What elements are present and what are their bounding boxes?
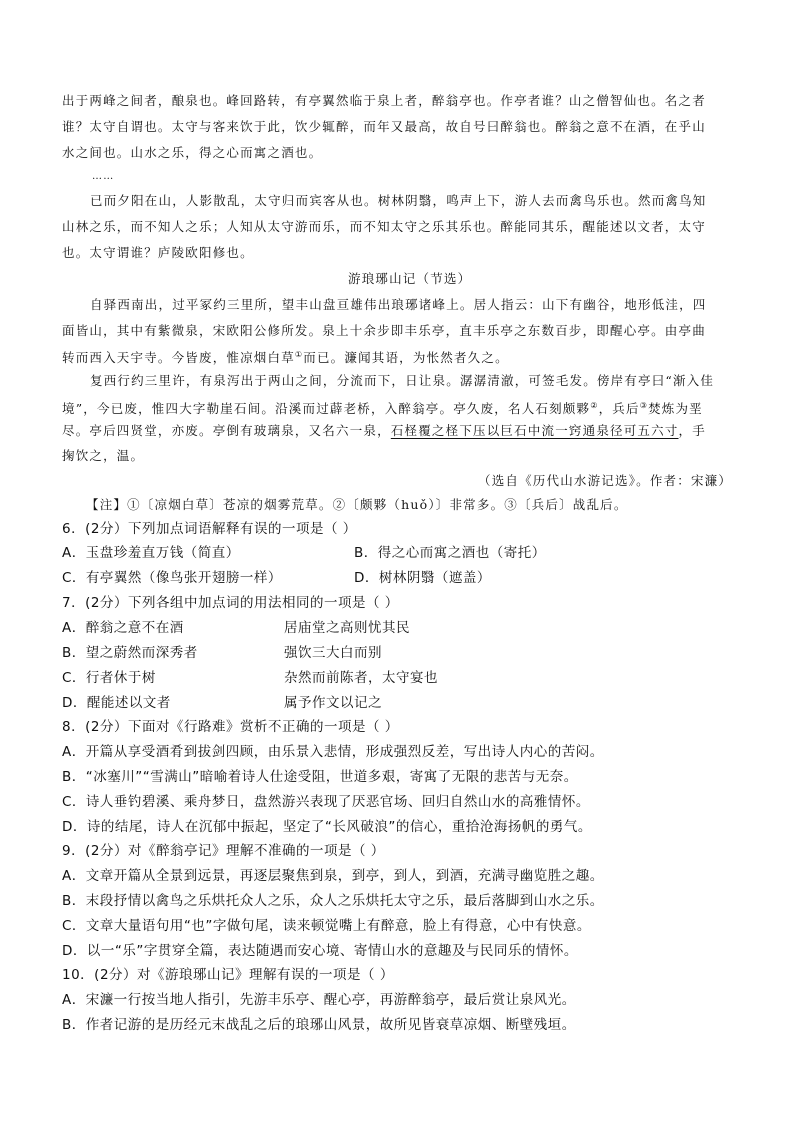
passage-title: 游琅琊山记（节选） [348,271,472,286]
passage-line: 谁？太守自谓也。太守与客来饮于此，饮少辄醉，而年又最高，故自号曰醉翁也。醉翁之意不在酒，在乎山 [62,119,706,134]
text-segment: 而已。濂闻其语，为怅然者久之。 [303,350,509,366]
text-segment: 尽。亭后四贤堂，亦废。亭倒有玻璃泉，又名六一泉， [62,423,391,438]
source-citation: （选自《历代山水游记选》。作者：宋濂） [478,473,733,488]
option-b: B．得之心而寓之酒也（寄托） [354,545,546,561]
ellipsis: …… [92,171,115,182]
option-b: B．“冰塞川”“雪满山”暗喻着诗人仕途受阻，世道多艰，寄寓了无限的悲苦与无奈。 [62,769,578,785]
question-stem: 6．(2分）下列加点词语解释有误的一项是（ ） [62,521,357,537]
passage-line: 掬饮之，温。 [62,448,145,463]
option-a-pair: 居庙堂之高则忧其民 [284,620,410,636]
footnote-marker: ① [294,350,304,359]
question-stem: 7．(2分）下列各组中加点词的用法相同的一项是（ ） [62,595,399,611]
footnote-marker: ② [590,401,599,410]
passage-line: 山林之乐，而不知人之乐；人知从太守游而乐，而不知太守之乐其乐也。醉能同其乐，醒能述以文者，太守 [62,219,706,234]
annotation-notes: 【注】①〔凉烟白草〕苍凉的烟雾荒草。②〔颇夥（huǒ）〕非常多。③〔兵后〕战乱后。 [86,497,628,512]
option-d: D．诗的结尾，诗人在沉郁中振起，坚定了“长风破浪”的信心，重拾沧海扬帆的勇气。 [62,819,592,835]
passage-line: 出于两峰之间者，酿泉也。峰回路转，有亭翼然临于泉上者，醉翁亭也。作亭者谁？山之僧智仙也。名之者 [62,93,706,108]
option-a: A．开篇从享受酒肴到拔剑四顾，由乐景入悲情，形成强烈反差，写出诗人内心的苦闷。 [62,744,604,760]
option-c-pair: 杂然而前陈者，太守宴也 [284,670,438,686]
text-segment: 焚炼为垩 [648,401,703,417]
option-a: A．玉盘珍羞直万钱（简直） [62,545,240,561]
option-c: C．文章大量语句用“也”字做句尾，读来顿觉嘴上有醉意，脸上有得意，心中有快意。 [62,918,591,934]
text-segment: 境”，今已废，惟四大字勒崖石间。沿溪而过薜老桥，入醉翁亭。亭久废，名人石刻颇夥 [62,401,591,417]
text-segment: ，手 [678,423,706,438]
footnote-marker: ③ [639,401,649,410]
option-d-pair: 属予作文以记之 [284,695,382,711]
option-d: D．树林阴翳（遮盖） [354,570,491,586]
option-c: C．行者休于树 [62,670,156,686]
option-a: A．文章开篇从全景到远景，再逐层聚焦到泉，到亭，到人，到酒，充满寻幽览胜之趣。 [62,868,604,884]
option-b: B．望之蔚然而深秀者 [62,645,198,661]
option-d: D．醒能述以文者 [62,695,171,711]
option-b: B．末段抒情以禽鸟之乐烘托众人之乐，众人之乐烘托太守之乐，最后落脚到山水之乐。 [62,893,604,909]
passage-line: 自驿西南出，过平冢约三里所，望丰山盘亘雄伟出琅琊诸峰上。居人指云：山下有幽谷，地形低洼，四 [90,297,707,312]
option-a: A．宋濂一行按当地人指引，先游丰乐亭、醒心亭，再游醉翁亭，最后赏让泉风光。 [62,992,576,1008]
passage-line [62,422,706,440]
text-segment: 转而西入天宇寺。今皆废，惟凉烟白草 [62,350,295,366]
option-a: A．醉翁之意不在酒 [62,620,184,636]
question-stem: 10．(2分）对《游琅琊山记》理解有误的一项是（ ） [62,967,394,983]
passage-line: 复西行约三里许，有泉泻出于两山之间，分流而下，日让泉。潺潺清澈，可签毛发。傍岸有亭曰“渐入佳 [90,373,715,388]
option-b-pair: 强饮三大白而别 [284,645,382,661]
underlined-sentence: 石柽覆之柽下压以巨石中流一窍通泉径可五六寸 [390,423,679,438]
passage-line [62,397,703,418]
option-c: C．有亭翼然（像鸟张开翅膀一样） [62,570,282,586]
text-segment: ，兵后 [598,401,640,417]
option-c: C．诗人垂钓碧溪、乘舟梦日，盘然游兴表现了厌恶官场、回归自然山水的高雅情怀。 [62,794,590,810]
question-stem: 9．(2分）对《醉翁亭记》理解不准确的一项是（ ） [62,843,385,859]
passage-line: 水之间也。山水之乐，得之心而寓之酒也。 [62,145,323,160]
question-stem: 8．(2分）下面对《行路难》赏析不正确的一项是（ ） [62,719,399,735]
passage-line: 面皆山，其中有紫微泉，宋欧阳公修所发。泉上十余步即丰乐亭，直丰乐亭之东数百步，即醒心亭。由亭曲 [62,323,706,338]
passage-line: 也。太守谓谁？庐陵欧阳修也。 [62,245,254,260]
option-b: B．作者记游的是历经元末战乱之后的琅琊山风景，故所见皆衰草凉烟、断壁残垣。 [62,1017,576,1033]
passage-line [62,346,509,367]
passage-line: 已而夕阳在山，人影散乱，太守归而宾客从也。树林阴翳，鸣声上下，游人去而禽鸟乐也。然而禽鸟知 [90,193,707,208]
option-d: D．以一“乐”字贯穿全篇，表达随遇而安心境、寄情山水的意趣及与民同乐的情怀。 [62,943,578,959]
